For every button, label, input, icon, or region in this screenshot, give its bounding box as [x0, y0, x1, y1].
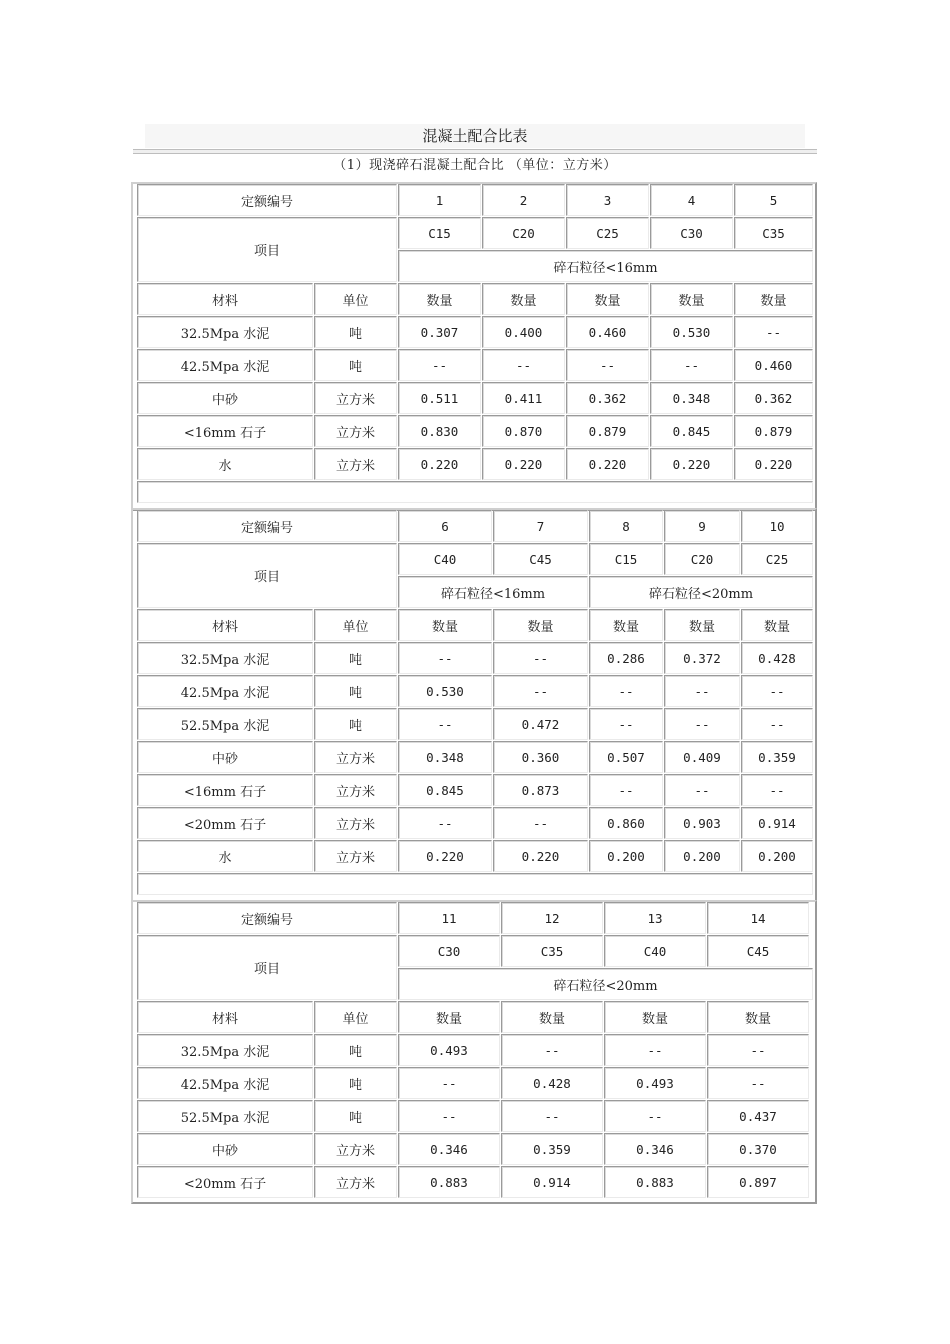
material-name: 水 — [137, 448, 313, 480]
quantity-value: 0.359 — [741, 741, 813, 773]
quantity-value: 0.883 — [398, 1166, 500, 1198]
material-name: 水 — [137, 840, 313, 872]
quantity-value: 0.200 — [741, 840, 813, 872]
quantity-header: 数量 — [566, 283, 649, 315]
quantity-header: 数量 — [398, 283, 481, 315]
quantity-value: 0.200 — [664, 840, 740, 872]
concrete-grade: C20 — [664, 543, 740, 575]
quota-code: 7 — [493, 510, 588, 542]
quantity-value: 0.411 — [482, 382, 565, 414]
material-unit: 立方米 — [314, 1166, 397, 1198]
quantity-value: 0.873 — [493, 774, 588, 806]
concrete-grade: C15 — [398, 217, 481, 249]
material-name: <16mm 石子 — [137, 415, 313, 447]
quantity-value: -- — [493, 807, 588, 839]
quantity-value: 0.897 — [707, 1166, 809, 1198]
quantity-value: 0.845 — [650, 415, 733, 447]
quota-code: 13 — [604, 902, 706, 934]
concrete-grade: C30 — [398, 935, 500, 967]
quantity-value: 0.845 — [398, 774, 492, 806]
title-divider — [133, 149, 817, 154]
quantity-header: 数量 — [604, 1001, 706, 1033]
quantity-value: -- — [650, 349, 733, 381]
quantity-header: 数量 — [398, 609, 492, 641]
concrete-grade: C35 — [501, 935, 603, 967]
aggregate-size-group: 碎石粒径<16mm — [398, 576, 588, 608]
quota-code: 12 — [501, 902, 603, 934]
quantity-value: -- — [604, 1034, 706, 1066]
quantity-value: 0.346 — [604, 1133, 706, 1165]
quantity-header: 数量 — [741, 609, 813, 641]
material-header: 材料 — [137, 609, 313, 641]
aggregate-size-group: 碎石粒径<16mm — [398, 250, 813, 282]
unit-header: 单位 — [314, 609, 397, 641]
quantity-header: 数量 — [398, 1001, 500, 1033]
item-label: 项目 — [137, 935, 397, 1000]
material-unit: 吨 — [314, 708, 397, 740]
concrete-grade: C45 — [493, 543, 588, 575]
quantity-value: -- — [604, 1100, 706, 1132]
table-subtitle: （1）现浇碎石混凝土配合比 （单位：立方米） — [333, 158, 617, 173]
quantity-value: 0.428 — [741, 642, 813, 674]
quantity-value: 0.220 — [482, 448, 565, 480]
quantity-value: 0.220 — [493, 840, 588, 872]
quota-code: 2 — [482, 184, 565, 216]
material-unit: 吨 — [314, 316, 397, 348]
quantity-value: -- — [398, 708, 492, 740]
quantity-value: -- — [589, 675, 663, 707]
quantity-value: 0.220 — [650, 448, 733, 480]
material-name: 中砂 — [137, 382, 313, 414]
table-footer-row — [137, 873, 813, 895]
material-name: 52.5Mpa 水泥 — [137, 708, 313, 740]
material-unit: 吨 — [314, 642, 397, 674]
quantity-value: 0.511 — [398, 382, 481, 414]
quantity-value: -- — [589, 708, 663, 740]
material-name: <20mm 石子 — [137, 807, 313, 839]
material-name: 32.5Mpa 水泥 — [137, 316, 313, 348]
quantity-header: 数量 — [707, 1001, 809, 1033]
quota-code: 9 — [664, 510, 740, 542]
quota-code: 1 — [398, 184, 481, 216]
quantity-value: 0.493 — [398, 1034, 500, 1066]
concrete-grade: C45 — [707, 935, 809, 967]
quantity-value: -- — [493, 642, 588, 674]
quantity-value: 0.348 — [398, 741, 492, 773]
material-unit: 立方米 — [314, 807, 397, 839]
quantity-value: -- — [501, 1034, 603, 1066]
unit-header: 单位 — [314, 1001, 397, 1033]
quantity-value: -- — [398, 349, 481, 381]
quantity-value: -- — [398, 642, 492, 674]
material-name: 52.5Mpa 水泥 — [137, 1100, 313, 1132]
quantity-value: 0.428 — [501, 1067, 603, 1099]
quantity-header: 数量 — [482, 283, 565, 315]
quantity-value: 0.879 — [734, 415, 813, 447]
quantity-header: 数量 — [493, 609, 588, 641]
quantity-value: 0.307 — [398, 316, 481, 348]
material-name: 42.5Mpa 水泥 — [137, 1067, 313, 1099]
quantity-value: 0.362 — [566, 382, 649, 414]
quota-code: 10 — [741, 510, 813, 542]
quota-code: 3 — [566, 184, 649, 216]
quota-code: 8 — [589, 510, 663, 542]
material-unit: 吨 — [314, 1067, 397, 1099]
quantity-value: 0.879 — [566, 415, 649, 447]
quantity-value: -- — [664, 675, 740, 707]
material-unit: 立方米 — [314, 415, 397, 447]
aggregate-size-group: 碎石粒径<20mm — [589, 576, 813, 608]
quantity-value: 0.507 — [589, 741, 663, 773]
material-unit: 立方米 — [314, 840, 397, 872]
quantity-value: -- — [741, 708, 813, 740]
concrete-grade: C40 — [604, 935, 706, 967]
page-title: 混凝土配合比表 — [145, 124, 805, 148]
quota-code-label: 定额编号 — [137, 184, 397, 216]
quantity-value: 0.372 — [664, 642, 740, 674]
material-unit: 立方米 — [314, 448, 397, 480]
quota-code: 6 — [398, 510, 492, 542]
quantity-value: 0.460 — [566, 316, 649, 348]
quantity-value: -- — [589, 774, 663, 806]
quantity-value: 0.914 — [741, 807, 813, 839]
quantity-value: 0.362 — [734, 382, 813, 414]
quantity-value: 0.437 — [707, 1100, 809, 1132]
quantity-value: -- — [707, 1034, 809, 1066]
quantity-value: 0.472 — [493, 708, 588, 740]
quantity-value: -- — [664, 708, 740, 740]
quantity-header: 数量 — [501, 1001, 603, 1033]
concrete-grade: C40 — [398, 543, 492, 575]
quantity-value: -- — [741, 774, 813, 806]
quantity-header: 数量 — [664, 609, 740, 641]
quantity-header: 数量 — [589, 609, 663, 641]
concrete-grade: C15 — [589, 543, 663, 575]
quantity-value: 0.359 — [501, 1133, 603, 1165]
material-name: 中砂 — [137, 741, 313, 773]
quantity-value: -- — [664, 774, 740, 806]
quantity-value: -- — [493, 675, 588, 707]
concrete-grade: C35 — [734, 217, 813, 249]
quantity-value: 0.370 — [707, 1133, 809, 1165]
quantity-value: 0.493 — [604, 1067, 706, 1099]
material-unit: 立方米 — [314, 774, 397, 806]
material-unit: 立方米 — [314, 1133, 397, 1165]
material-name: <20mm 石子 — [137, 1166, 313, 1198]
quantity-value: 0.286 — [589, 642, 663, 674]
quantity-value: 0.860 — [589, 807, 663, 839]
material-name: 中砂 — [137, 1133, 313, 1165]
quantity-value: 0.903 — [664, 807, 740, 839]
material-unit: 吨 — [314, 675, 397, 707]
aggregate-size-group: 碎石粒径<20mm — [398, 968, 813, 1000]
concrete-grade: C25 — [566, 217, 649, 249]
concrete-grade: C25 — [741, 543, 813, 575]
unit-header: 单位 — [314, 283, 397, 315]
quantity-value: -- — [741, 675, 813, 707]
material-name: <16mm 石子 — [137, 774, 313, 806]
item-label: 项目 — [137, 543, 397, 608]
quantity-value: -- — [707, 1067, 809, 1099]
material-name: 32.5Mpa 水泥 — [137, 642, 313, 674]
quantity-value: 0.220 — [398, 840, 492, 872]
material-unit: 吨 — [314, 1100, 397, 1132]
material-header: 材料 — [137, 1001, 313, 1033]
quota-code-label: 定额编号 — [137, 510, 397, 542]
quantity-header: 数量 — [734, 283, 813, 315]
quantity-value: 0.830 — [398, 415, 481, 447]
quantity-value: -- — [398, 807, 492, 839]
quantity-value: 0.400 — [482, 316, 565, 348]
quantity-value: -- — [501, 1100, 603, 1132]
material-name: 42.5Mpa 水泥 — [137, 349, 313, 381]
material-name: 32.5Mpa 水泥 — [137, 1034, 313, 1066]
quantity-value: 0.914 — [501, 1166, 603, 1198]
quota-code: 14 — [707, 902, 809, 934]
material-unit: 立方米 — [314, 382, 397, 414]
material-header: 材料 — [137, 283, 313, 315]
quota-code: 4 — [650, 184, 733, 216]
quantity-value: -- — [734, 316, 813, 348]
quantity-value: 0.346 — [398, 1133, 500, 1165]
quantity-value: 0.220 — [734, 448, 813, 480]
quota-code: 11 — [398, 902, 500, 934]
quantity-value: -- — [566, 349, 649, 381]
quota-code-label: 定额编号 — [137, 902, 397, 934]
quantity-value: 0.409 — [664, 741, 740, 773]
quantity-value: 0.348 — [650, 382, 733, 414]
quantity-value: 0.530 — [398, 675, 492, 707]
quantity-value: 0.460 — [734, 349, 813, 381]
quantity-value: 0.360 — [493, 741, 588, 773]
material-name: 42.5Mpa 水泥 — [137, 675, 313, 707]
quantity-value: 0.883 — [604, 1166, 706, 1198]
quantity-value: 0.200 — [589, 840, 663, 872]
quantity-value: -- — [398, 1067, 500, 1099]
quantity-value: 0.220 — [566, 448, 649, 480]
quantity-value: -- — [398, 1100, 500, 1132]
quantity-value: 0.530 — [650, 316, 733, 348]
quota-code: 5 — [734, 184, 813, 216]
quantity-header: 数量 — [650, 283, 733, 315]
item-label: 项目 — [137, 217, 397, 282]
quantity-value: 0.870 — [482, 415, 565, 447]
concrete-grade: C20 — [482, 217, 565, 249]
quantity-value: -- — [482, 349, 565, 381]
quantity-value: 0.220 — [398, 448, 481, 480]
material-unit: 吨 — [314, 1034, 397, 1066]
table-footer-row — [137, 481, 813, 503]
material-unit: 立方米 — [314, 741, 397, 773]
concrete-grade: C30 — [650, 217, 733, 249]
material-unit: 吨 — [314, 349, 397, 381]
